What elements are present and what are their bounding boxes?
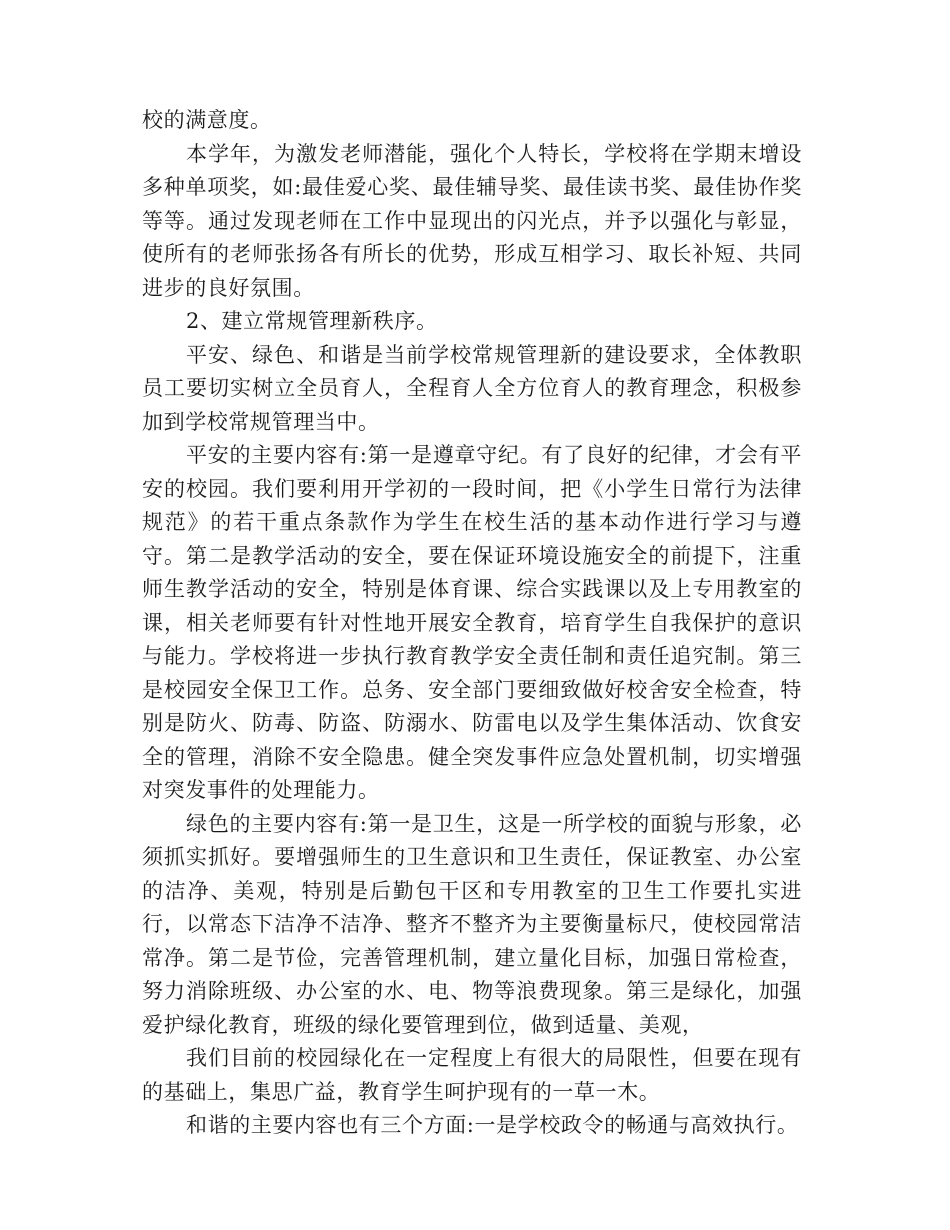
paragraph-green: 绿色的主要内容有:第一是卫生，这是一所学校的面貌与形象，必须抓实抓好。要增强师生的卫生意识和卫生责任，保证教室、办公室的洁净、美观，特别是后勤包干区和专用教室的卫生工作要扎实进行，以常态下洁净不洁净、整齐不整齐为主要衡量标尺，使校园常洁常净。第二是节俭，完善管理机制，建立量化目标，加强日常检查，努力消除班级、办公室的水、电、物等浪费现象。第三是绿化，加强爱护绿化教育，班级的绿化要管理到位，做到适量、美观， — [142, 811, 802, 1037]
document-page — [142, 104, 802, 1143]
paragraph-greening-limits: 我们目前的校园绿化在一定程度上有很大的局限性，但要在现有的基础上，集思广益，教育学生呵护现有的一草一木。 — [142, 1046, 802, 1104]
paragraph-management-requirements: 平安、绿色、和谐是当前学校常规管理新的建设要求，全体教职员工要切实树立全员育人，全程育人全方位育人的教育理念，积极参加到学校常规管理当中。 — [142, 342, 802, 434]
paragraph-safety: 平安的主要内容有:第一是遵章守纪。有了良好的纪律，才会有平安的校园。我们要利用开学初的一段时间，把《小学生日常行为法律规范》的若干重点条款作为学生在校生活的基本动作进行学习与遵守。第二是教学活动的安全，要在保证环境设施安全的前提下，注重师生教学活动的安全，特别是体育课、综合实践课以及上专用教室的课，相关老师要有针对性地开展安全教育，培育学生自我保护的意识与能力。学校将进一步执行教育教学安全责任制和责任追究制。第三是校园安全保卫工作。总务、安全部门要细致做好校舍安全检查，特别是防火、防毒、防盗、防溺水、防雷电以及学生集体活动、饮食安全的管理，消除不安全隐患。健全突发事件应急处置机制，切实增强对突发事件的处理能力。 — [142, 443, 802, 802]
section-heading-routine-management: 2、建立常规管理新秩序。 — [186, 309, 438, 333]
paragraph-continuation: 校的满意度。 — [142, 108, 272, 132]
paragraph-special-awards: 本学年，为激发老师潜能，强化个人特长，学校将在学期末增设多种单项奖，如:最佳爱心奖、最佳辅导奖、最佳读书奖、最佳协作奖等等。通过发现老师在工作中显现出的闪光点，并予以强化与彰显，使所有的老师张扬各有所长的优势，形成互相学习、取长补短、共同进步的良好氛围。 — [142, 141, 802, 300]
paragraph-harmony: 和谐的主要内容也有三个方面:一是学校政令的畅通与高效执行。 — [186, 1113, 799, 1137]
